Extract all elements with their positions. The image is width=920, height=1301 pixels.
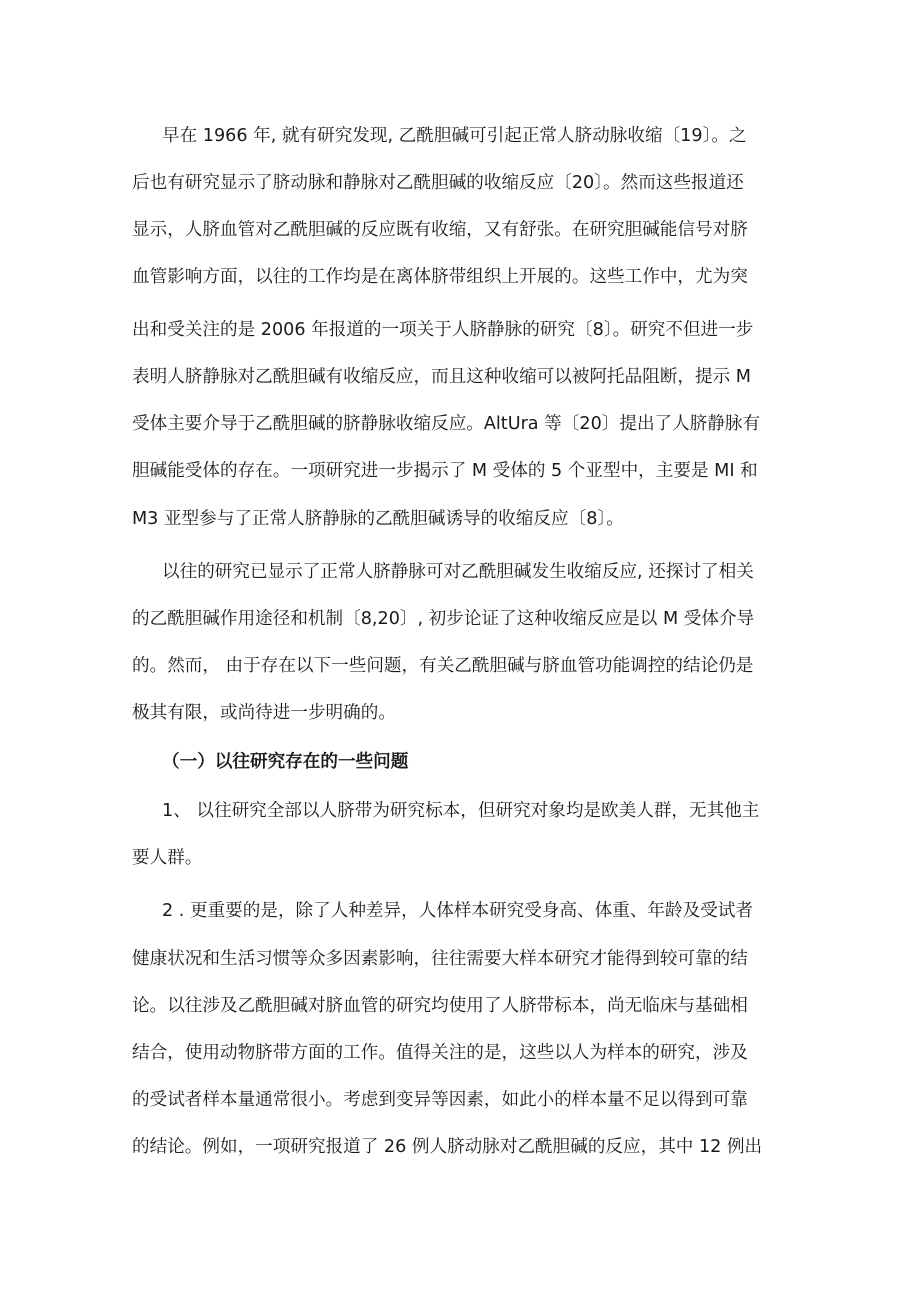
text-line: 1、 以往研究全部以人脐带为研究标本，但研究对象均是欧美人群，无其他主 (162, 801, 760, 821)
text-line: 显示，人脐血管对乙酰胆碱的反应既有收缩，又有舒张。在研究胆碱能信号对脐 (132, 220, 748, 240)
text-line: 的。然而， 由于存在以下一些问题，有关乙酰胆碱与脐血管功能调控的结论仍是 (132, 656, 754, 676)
text-line: 论。以往涉及乙酰胆碱对脐血管的研究均使用了人脐带标本，尚无临床与基础相 (132, 996, 748, 1016)
text-line: 出和受关注的是 2006 年报道的一项关于人脐静脉的研究〔8〕。研究不但进一步 (132, 320, 754, 340)
text-line: 2 . 更重要的是，除了人种差异，人体样本研究受身高、体重、年龄及受试者 (162, 901, 753, 921)
text-line: 表明人脐静脉对乙酰胆碱有收缩反应，而且这种收缩可以被阿托品阻断，提示 M (132, 367, 751, 387)
text-line: 健康状况和生活习惯等众多因素影响，往往需要大样本研究才能得到较可靠的结 (132, 949, 748, 969)
text-line: 血管影响方面，以往的工作均是在离体脐带组织上开展的。这些工作中，尤为突 (132, 267, 748, 287)
text-line: 早在 1966 年, 就有研究发现, 乙酰胆碱可引起正常人脐动脉收缩〔19〕。之 (162, 126, 747, 146)
text-line: 后也有研究显示了脐动脉和静脉对乙酰胆碱的收缩反应〔20〕。然而这些报道还 (132, 173, 744, 193)
text-line: 胆碱能受体的存在。一项研究进一步揭示了 M 受体的 5 个亚型中，主要是 MI 和 (132, 461, 758, 481)
text-line: 要人群。 (132, 848, 203, 868)
text-line: 结合，使用动物脐带方面的工作。值得关注的是，这些以人为样本的研究，涉及 (132, 1043, 748, 1063)
text-line: 以往的研究已显示了正常人脐静脉可对乙酰胆碱发生收缩反应, 还探讨了相关 (162, 562, 754, 582)
text-line: M3 亚型参与了正常人脐静脉的乙酰胆碱诱导的收缩反应〔8〕。 (132, 509, 624, 529)
text-line: 的结论。例如，一项研究报道了 26 例人脐动脉对乙酰胆碱的反应，其中 12 例出 (132, 1137, 763, 1157)
text-line: 受体主要介导于乙酰胆碱的脐静脉收缩反应。AltUra 等〔20〕提出了人脐静脉有 (132, 414, 761, 434)
text-line: 极其有限，或尚待进一步明确的。 (132, 703, 396, 723)
text-line: 的乙酰胆碱作用途径和机制〔8,20〕, 初步论证了这种收缩反应是以 M 受体介导 (132, 609, 755, 629)
section-heading: （一）以往研究存在的一些问题 (162, 752, 409, 772)
text-line: 的受试者样本量通常很小。考虑到变异等因素，如此小的样本量不足以得到可靠 (132, 1090, 748, 1110)
